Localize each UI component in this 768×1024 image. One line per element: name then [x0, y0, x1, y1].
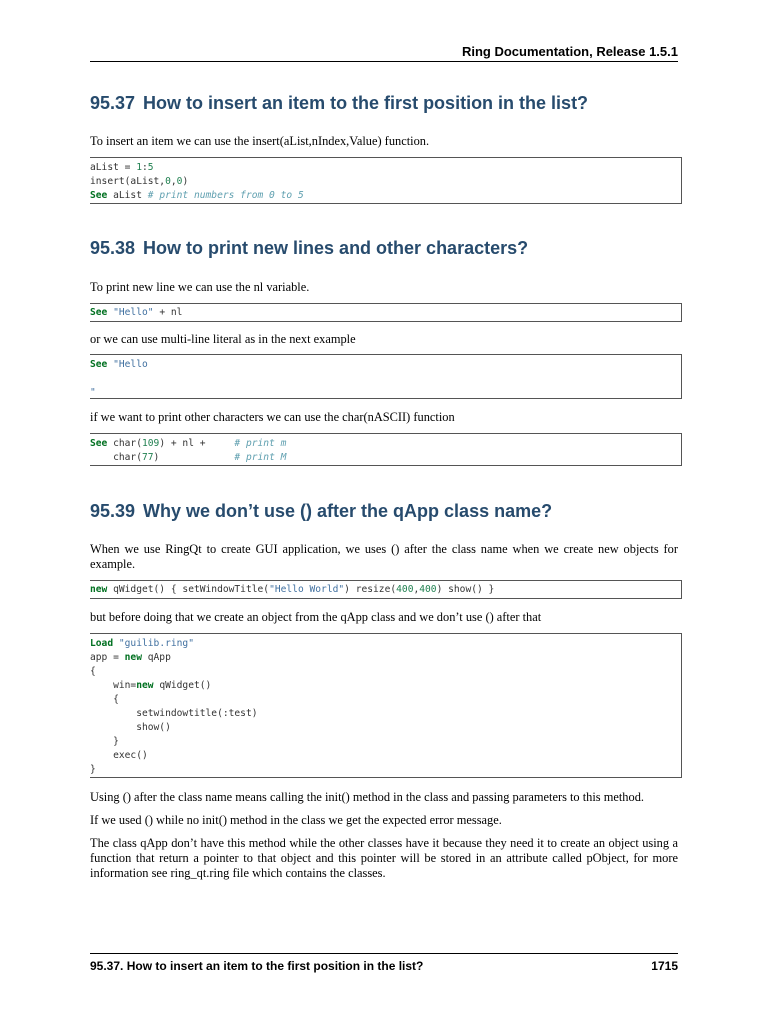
code-block-multiline: See "Hello " — [90, 354, 682, 399]
section-number: 95.39 — [90, 501, 136, 521]
footer-title: 95.37. How to insert an item to the first position in the list? — [90, 959, 424, 973]
header-rule — [90, 61, 678, 62]
section-heading-95-37 — [90, 93, 690, 114]
footer-rule — [90, 953, 678, 954]
paragraph: Using () after the class name means calling the init() method in the class and passing parameters to this method. — [90, 790, 644, 804]
section-title: How to print new lines and other characters? — [143, 238, 529, 258]
section-heading-95-39 — [90, 501, 690, 522]
section-heading-95-38 — [90, 238, 690, 259]
code-block-qwidget: new qWidget() { setWindowTitle("Hello World") resize(400,400) show() } — [90, 580, 682, 599]
running-footer — [90, 959, 678, 973]
paragraph: The class qApp don’t have this method while the other classes have it because they need it to create an object using a function that return a pointer to that object and this pointer will be stored in an attribute called pObject, for more information see ring_qt.ring file which contains the classes. — [90, 836, 678, 880]
code-block-nl: See "Hello" + nl — [90, 303, 682, 322]
code-block-qapp: Load "guilib.ring" app = new qApp { win=new qWidget() { setwindowtitle(:test) show() } exec() } — [90, 633, 682, 778]
paragraph: To insert an item we can use the insert(aList,nIndex,Value) function. — [90, 134, 430, 148]
paragraph: To print new line we can use the nl variable. — [90, 280, 310, 294]
running-header: Ring Documentation, Release 1.5.1 — [461, 44, 678, 59]
paragraph: but before doing that we create an object from the qApp class and we don’t use () after that — [90, 610, 542, 624]
page-number: 1715 — [651, 959, 678, 973]
section-title: How to insert an item to the first position in the list? — [143, 93, 589, 113]
code-block-insert: aList = 1:5 insert(aList,0,0) See aList # print numbers from 0 to 5 — [90, 157, 682, 204]
section-title: Why we don’t use () after the qApp class name? — [143, 501, 553, 521]
section-number: 95.37 — [90, 93, 136, 113]
section-number: 95.38 — [90, 238, 136, 258]
paragraph: or we can use multi-line literal as in the next example — [90, 332, 356, 346]
paragraph: When we use RingQt to create GUI application, we uses () after the class name when we create new objects for example. — [90, 542, 678, 571]
paragraph: if we want to print other characters we can use the char(nASCII) function — [90, 410, 455, 424]
paragraph: If we used () while no init() method in the class we get the expected error message. — [90, 813, 502, 827]
code-block-char: See char(109) + nl + # print m char(77) # print M — [90, 433, 682, 466]
